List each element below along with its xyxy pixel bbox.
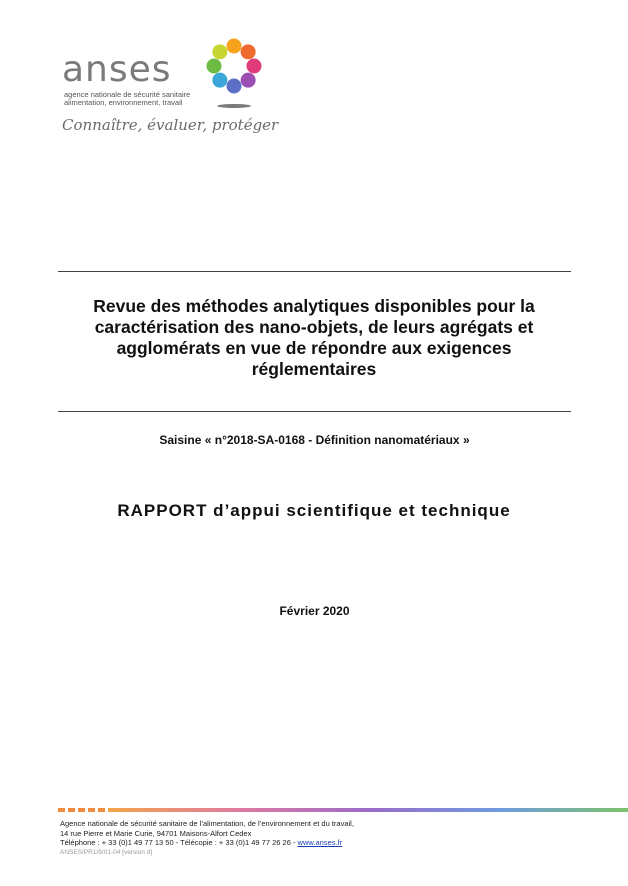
logo-subtitle-line1: agence nationale de sécurité sanitaire bbox=[64, 90, 191, 99]
logo-petal bbox=[212, 44, 227, 59]
document-title-line: caractérisation des nano-objets, de leurs agrégats et bbox=[94, 317, 534, 337]
footer-color-bar bbox=[58, 808, 628, 812]
title-bottom-rule bbox=[58, 411, 571, 412]
report-type: RAPPORT d’appui scientifique et technique bbox=[117, 501, 511, 520]
publication-date: Février 2020 bbox=[279, 604, 350, 618]
document-title-line: agglomérats en vue de répondre aux exigences bbox=[116, 338, 512, 358]
saisine-reference: Saisine « n°2018-SA-0168 - Définition nanomatériaux » bbox=[159, 433, 470, 447]
website-link[interactable]: www.anses.fr bbox=[297, 838, 343, 847]
logo-petal bbox=[227, 39, 242, 54]
logo-flower-icon bbox=[206, 36, 262, 110]
logo-petal bbox=[241, 44, 256, 59]
footer-line: 14 rue Pierre et Marie Curie, 94701 Maisons-Alfort Cedex bbox=[60, 828, 252, 838]
footer-contact-line bbox=[60, 838, 354, 848]
logo-petal bbox=[227, 79, 242, 94]
logo-petal bbox=[241, 73, 256, 88]
logo-petal bbox=[247, 59, 262, 74]
logo-wordmark: anses bbox=[62, 49, 172, 90]
document-title-line: Revue des méthodes analytiques disponibles pour la bbox=[93, 296, 535, 316]
logo-tagline: Connaître, évaluer, protéger bbox=[62, 116, 279, 134]
logo-petal bbox=[212, 73, 227, 88]
footer-line: Agence nationale de sécurité sanitaire de l’alimentation, de l’environnement et du travail, bbox=[60, 819, 354, 828]
footer-address bbox=[60, 819, 354, 857]
document-title-line: réglementaires bbox=[251, 359, 377, 379]
title-top-rule bbox=[58, 271, 571, 272]
logo-petal bbox=[207, 59, 222, 74]
document-title bbox=[70, 296, 558, 380]
document-version-ref: ANSES/PR1/9/01-04 [version d] bbox=[60, 848, 153, 856]
logo-subtitle-line2: alimentation, environnement, travail bbox=[64, 98, 183, 107]
footer-phone-fax: Téléphone : + 33 (0)1 49 77 13 50 - Télécopie : + 33 (0)1 49 77 26 26 - bbox=[60, 838, 296, 847]
